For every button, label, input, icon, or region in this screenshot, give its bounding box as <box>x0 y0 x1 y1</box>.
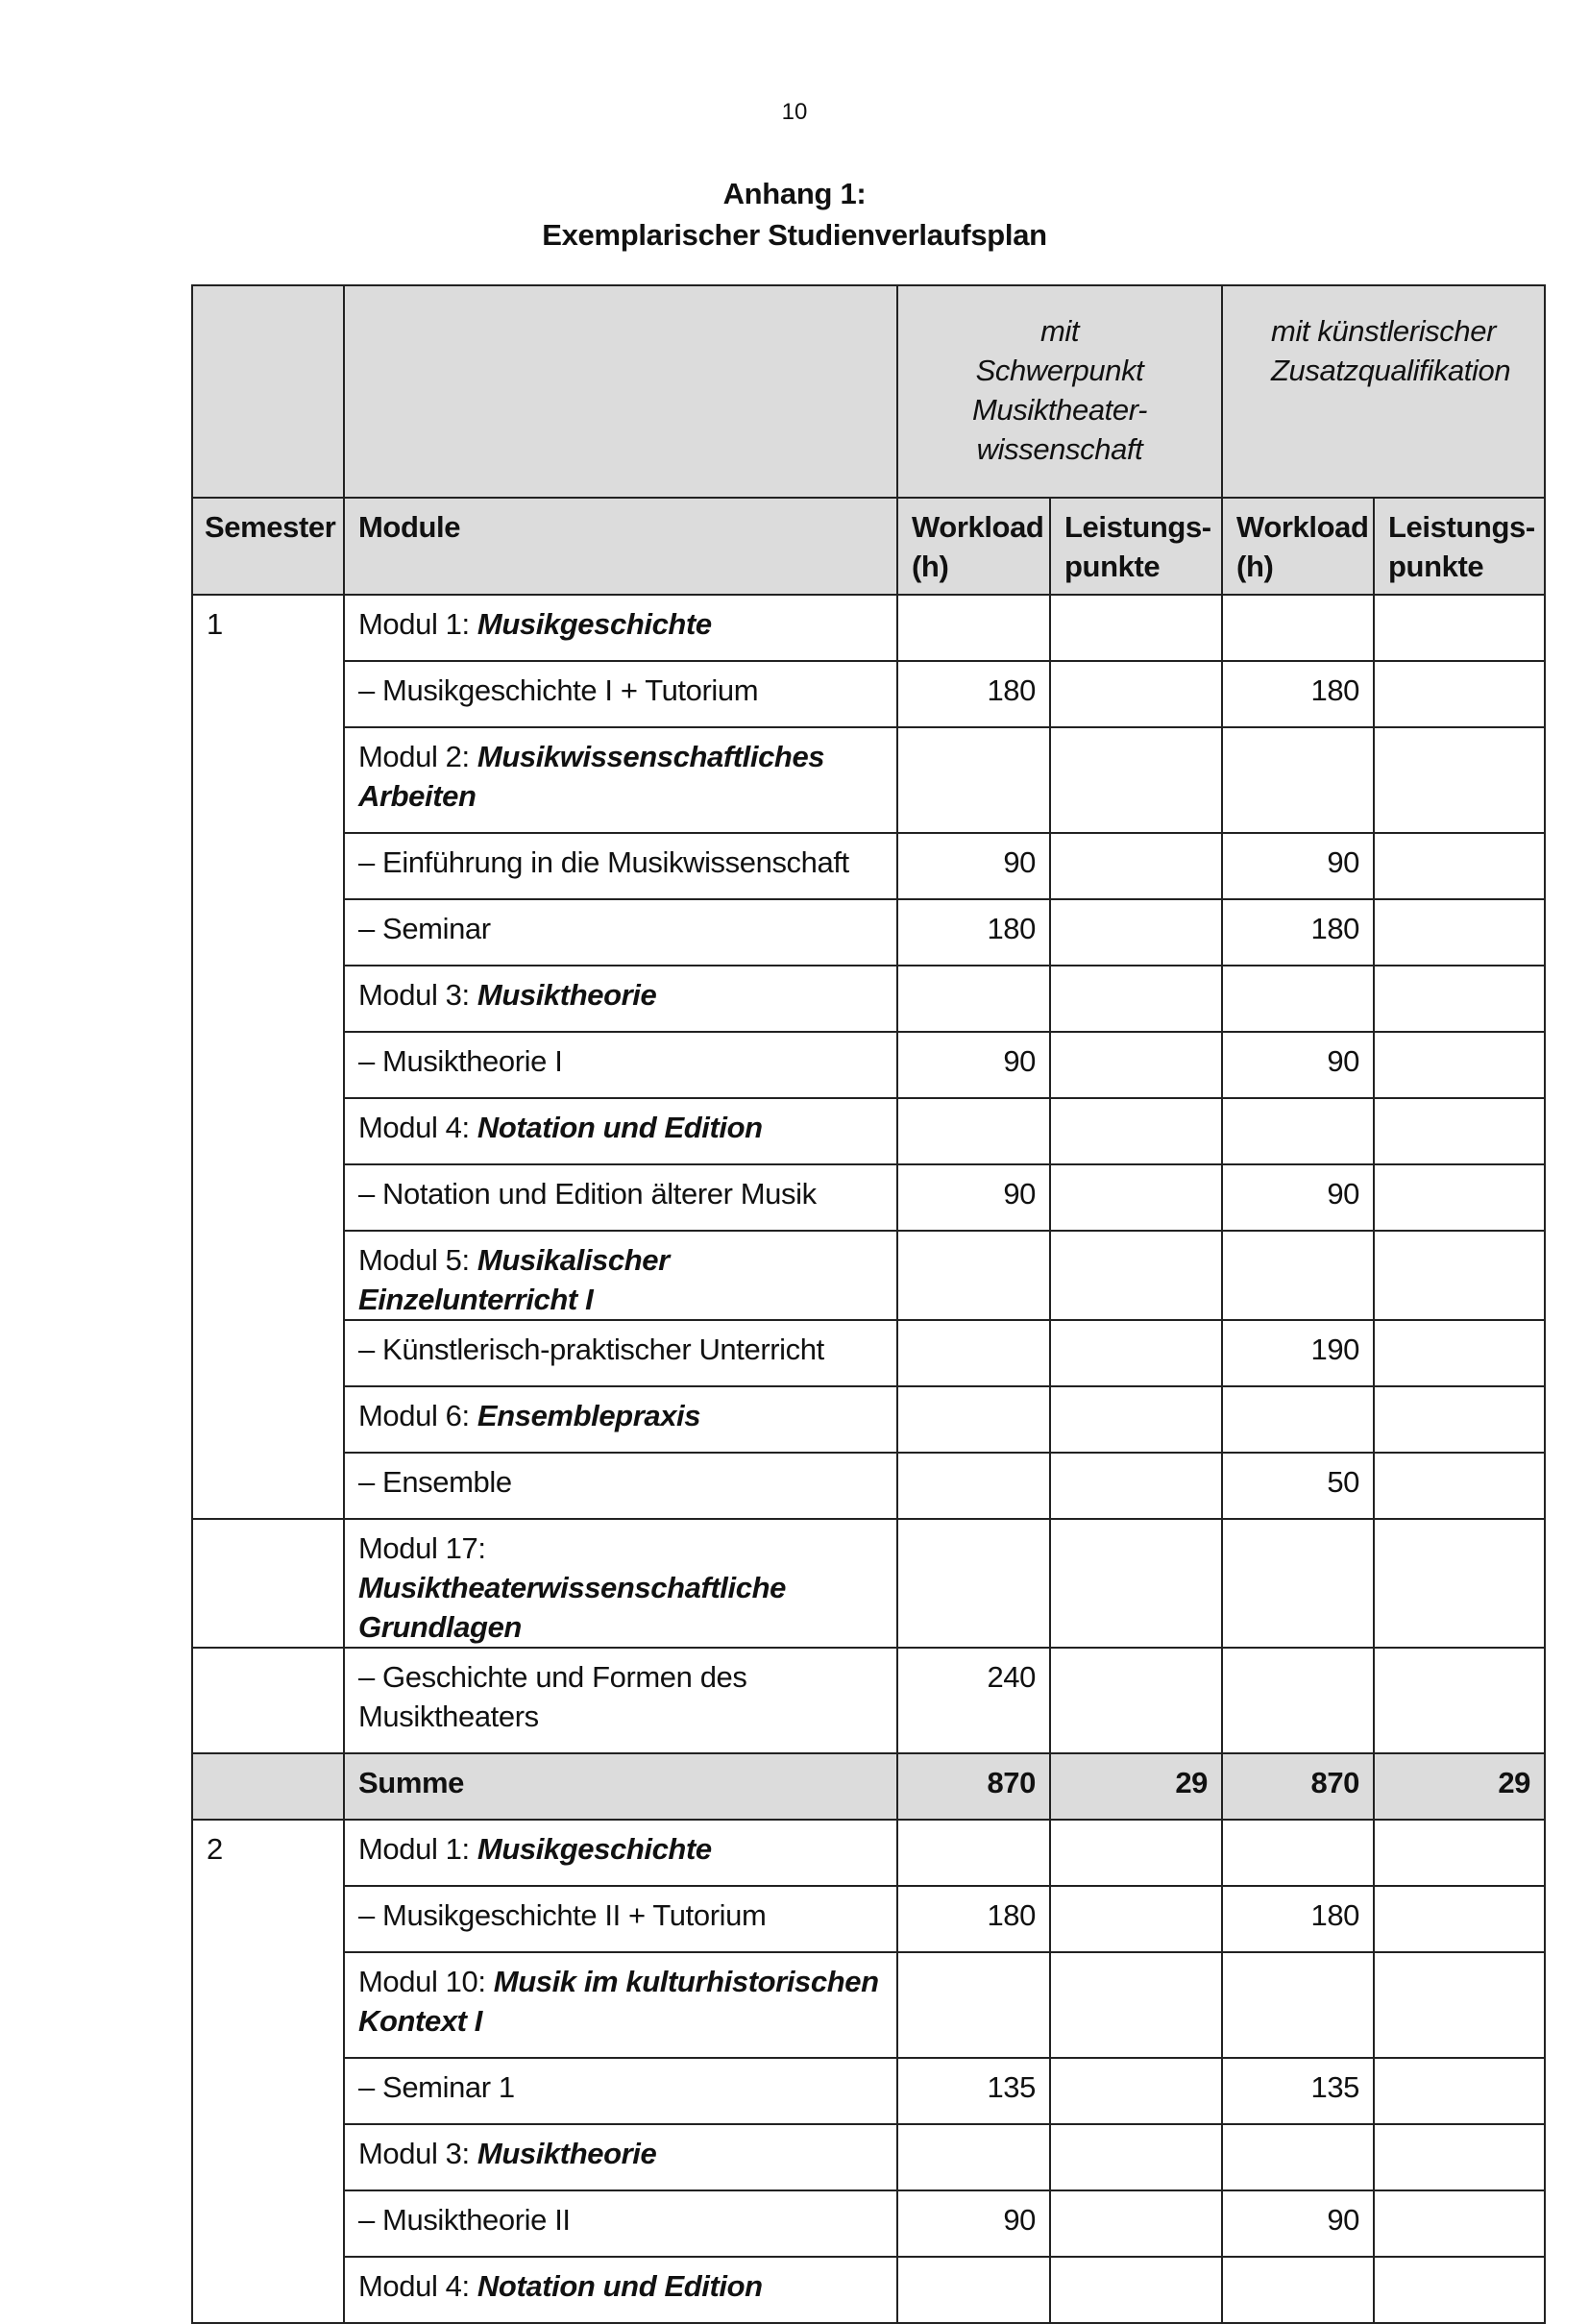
points-cell <box>1050 1032 1222 1098</box>
workload-cell: 90 <box>1222 1164 1374 1231</box>
points-cell <box>1050 595 1222 661</box>
points-cell <box>1374 1820 1545 1886</box>
workload-cell: 90 <box>897 833 1050 899</box>
semester-cell-empty <box>192 1519 344 1648</box>
points-cell <box>1374 1164 1545 1231</box>
points-cell <box>1374 1519 1545 1648</box>
points-cell <box>1050 2257 1222 2323</box>
track-kuenstlerisch-header: mit künstlerischer Zusatzqualifikation <box>1222 285 1545 498</box>
page-number: 10 <box>781 99 808 125</box>
module-prefix: – Seminar 1 <box>358 2070 515 2104</box>
table-row <box>192 1231 1545 1320</box>
header-tracks-row <box>192 285 1545 498</box>
title-line-2: Exemplarischer Studienverlaufsplan <box>542 218 1047 252</box>
workload-column-header: Workload (h) <box>897 498 1050 595</box>
module-cell <box>344 1164 897 1231</box>
module-prefix: Modul 1: <box>358 607 477 641</box>
points-cell <box>1374 1952 1545 2058</box>
header-empty-cell <box>192 285 344 498</box>
module-cell <box>344 1320 897 1386</box>
module-prefix: – Geschichte und Formen des Musiktheaters <box>358 1660 747 1733</box>
workload-cell <box>1222 595 1374 661</box>
workload-cell <box>897 595 1050 661</box>
points-cell <box>1050 2124 1222 2190</box>
study-plan-table <box>191 284 1546 2324</box>
workload-cell: 90 <box>1222 1032 1374 1098</box>
table-row <box>192 1453 1545 1519</box>
module-name: Musikwissenschaftliches Arbeiten <box>358 740 825 813</box>
table-row <box>192 2058 1545 2124</box>
workload-cell <box>1222 1098 1374 1164</box>
semester-cell-empty <box>192 1753 344 1820</box>
workload-cell: 90 <box>897 1032 1050 1098</box>
workload-cell: 135 <box>1222 2058 1374 2124</box>
module-name: Musikgeschichte <box>477 1832 712 1866</box>
points-cell <box>1374 1320 1545 1386</box>
workload-cell <box>1222 1231 1374 1320</box>
module-cell <box>344 2058 897 2124</box>
points-cell <box>1050 1453 1222 1519</box>
table-row <box>192 966 1545 1032</box>
module-prefix: Modul 4: <box>358 1111 477 1144</box>
points-cell <box>1050 1231 1222 1320</box>
points-cell <box>1050 966 1222 1032</box>
module-prefix: – Musiktheorie II <box>358 2203 571 2237</box>
module-prefix: – Musiktheorie I <box>358 1044 563 1078</box>
workload-cell <box>897 1386 1050 1453</box>
workload-cell: 180 <box>897 899 1050 966</box>
module-prefix: Modul 2: <box>358 740 477 773</box>
module-prefix: Modul 4: <box>358 2269 477 2303</box>
module-prefix: – Notation und Edition älterer Musik <box>358 1177 817 1211</box>
table-row <box>192 1164 1545 1231</box>
points-cell <box>1050 661 1222 727</box>
workload-cell <box>897 1231 1050 1320</box>
table-row <box>192 1320 1545 1386</box>
points-cell <box>1374 1231 1545 1320</box>
module-name: Ensemblepraxis <box>477 1399 701 1432</box>
workload-cell <box>1222 1952 1374 2058</box>
table-row <box>192 1519 1545 1648</box>
module-prefix: – Musikgeschichte II + Tutorium <box>358 1898 767 1932</box>
table-row <box>192 1820 1545 1886</box>
points-cell <box>1374 1098 1545 1164</box>
workload-cell: 90 <box>897 2190 1050 2257</box>
sum-points: 29 <box>1374 1753 1545 1820</box>
points-cell <box>1050 1164 1222 1231</box>
points-cell <box>1374 2058 1545 2124</box>
module-name: Musik im kulturhistorischen Kontext I <box>358 1965 879 2038</box>
module-cell <box>344 899 897 966</box>
workload-cell <box>1222 966 1374 1032</box>
module-cell <box>344 1952 897 2058</box>
table-row <box>192 661 1545 727</box>
module-name: Musikgeschichte <box>477 607 712 641</box>
module-column-header: Module <box>344 498 897 595</box>
table-row <box>192 727 1545 833</box>
table-row <box>192 899 1545 966</box>
table-row <box>192 1032 1545 1098</box>
document-title <box>0 173 1589 256</box>
points-cell <box>1050 1952 1222 2058</box>
points-cell <box>1374 661 1545 727</box>
module-cell <box>344 833 897 899</box>
module-cell <box>344 661 897 727</box>
sum-points: 29 <box>1050 1753 1222 1820</box>
points-cell <box>1374 2124 1545 2190</box>
table-row <box>192 833 1545 899</box>
semester-cell: 1 <box>192 595 344 1519</box>
sum-workload: 870 <box>1222 1753 1374 1820</box>
workload-cell: 50 <box>1222 1453 1374 1519</box>
workload-cell: 180 <box>1222 899 1374 966</box>
points-cell <box>1374 1386 1545 1453</box>
module-prefix: Modul 10: <box>358 1965 494 1998</box>
module-name: Musiktheorie <box>477 2137 657 2170</box>
points-cell <box>1374 1648 1545 1753</box>
workload-cell <box>1222 2124 1374 2190</box>
module-name: Musikalischer Einzelunterricht I <box>358 1243 670 1316</box>
points-column-header: Leistungs-punkte <box>1374 498 1545 595</box>
points-cell <box>1374 833 1545 899</box>
sum-row <box>192 1753 1545 1820</box>
points-cell <box>1374 727 1545 833</box>
points-cell <box>1050 1098 1222 1164</box>
workload-column-header: Workload (h) <box>1222 498 1374 595</box>
table-row <box>192 2124 1545 2190</box>
workload-cell: 240 <box>897 1648 1050 1753</box>
semester-cell-empty <box>192 1648 344 1753</box>
module-cell <box>344 727 897 833</box>
module-prefix: – Künstlerisch-praktischer Unterricht <box>358 1333 824 1366</box>
workload-cell <box>897 1098 1050 1164</box>
workload-cell <box>1222 727 1374 833</box>
module-prefix: Modul 5: <box>358 1243 477 1277</box>
workload-cell: 180 <box>897 1886 1050 1952</box>
workload-cell <box>897 727 1050 833</box>
workload-cell <box>1222 1648 1374 1753</box>
points-cell <box>1374 2257 1545 2323</box>
module-cell <box>344 1453 897 1519</box>
workload-cell <box>897 1820 1050 1886</box>
sum-workload: 870 <box>897 1753 1050 1820</box>
points-cell <box>1050 1519 1222 1648</box>
module-cell <box>344 1648 897 1753</box>
points-cell <box>1050 727 1222 833</box>
workload-cell <box>897 1519 1050 1648</box>
module-prefix: Modul 6: <box>358 1399 477 1432</box>
module-cell <box>344 2257 897 2323</box>
module-prefix: – Einführung in die Musikwissenschaft <box>358 845 849 879</box>
workload-cell <box>1222 1820 1374 1886</box>
module-prefix: – Seminar <box>358 912 491 945</box>
sum-label: Summe <box>344 1753 897 1820</box>
workload-cell <box>897 966 1050 1032</box>
workload-cell: 135 <box>897 2058 1050 2124</box>
module-prefix: Modul 17: <box>358 1531 486 1565</box>
module-prefix: – Musikgeschichte I + Tutorium <box>358 673 759 707</box>
table-row <box>192 1098 1545 1164</box>
points-cell <box>1374 1032 1545 1098</box>
module-prefix: Modul 3: <box>358 978 477 1012</box>
module-cell <box>344 1386 897 1453</box>
workload-cell: 180 <box>897 661 1050 727</box>
points-cell <box>1374 595 1545 661</box>
workload-cell <box>897 1453 1050 1519</box>
points-column-header: Leistungs-punkte <box>1050 498 1222 595</box>
module-prefix: – Ensemble <box>358 1465 512 1499</box>
module-prefix: Modul 3: <box>358 2137 477 2170</box>
table-row <box>192 1952 1545 2058</box>
workload-cell: 90 <box>1222 833 1374 899</box>
module-cell <box>344 1032 897 1098</box>
module-cell <box>344 1231 897 1320</box>
points-cell <box>1050 1820 1222 1886</box>
workload-cell <box>897 2124 1050 2190</box>
workload-cell <box>897 1952 1050 2058</box>
workload-cell <box>897 1320 1050 1386</box>
title-line-1: Anhang 1: <box>722 177 867 210</box>
workload-cell: 90 <box>897 1164 1050 1231</box>
module-cell <box>344 1820 897 1886</box>
points-cell <box>1050 1886 1222 1952</box>
module-cell <box>344 595 897 661</box>
workload-cell <box>1222 2257 1374 2323</box>
semester-cell: 2 <box>192 1820 344 2323</box>
workload-cell: 180 <box>1222 1886 1374 1952</box>
track-musiktheater-header: mit Schwerpunkt Musiktheater-wissenschaft <box>897 285 1222 498</box>
module-cell <box>344 1519 897 1648</box>
semester-column-header: Semester <box>192 498 344 595</box>
points-cell <box>1374 966 1545 1032</box>
points-cell <box>1374 1886 1545 1952</box>
workload-cell <box>1222 1519 1374 1648</box>
module-name: Musiktheaterwissenschaftliche Grundlagen <box>358 1571 786 1644</box>
points-cell <box>1050 833 1222 899</box>
table-row <box>192 1648 1545 1753</box>
module-prefix: Modul 1: <box>358 1832 477 1866</box>
module-cell <box>344 966 897 1032</box>
points-cell <box>1374 1453 1545 1519</box>
module-cell <box>344 1886 897 1952</box>
points-cell <box>1050 1648 1222 1753</box>
workload-cell: 90 <box>1222 2190 1374 2257</box>
table-row <box>192 595 1545 661</box>
workload-cell: 190 <box>1222 1320 1374 1386</box>
table-row <box>192 2257 1545 2323</box>
points-cell <box>1050 2058 1222 2124</box>
module-name: Notation und Edition <box>477 1111 763 1144</box>
points-cell <box>1050 1386 1222 1453</box>
module-name: Musiktheorie <box>477 978 657 1012</box>
module-cell <box>344 2124 897 2190</box>
workload-cell <box>897 2257 1050 2323</box>
header-empty-cell <box>344 285 897 498</box>
workload-cell <box>1222 1386 1374 1453</box>
module-name: Notation und Edition <box>477 2269 763 2303</box>
workload-cell: 180 <box>1222 661 1374 727</box>
points-cell <box>1374 899 1545 966</box>
table-row <box>192 1386 1545 1453</box>
points-cell <box>1050 1320 1222 1386</box>
module-cell <box>344 1098 897 1164</box>
header-columns-row <box>192 498 1545 595</box>
table-row <box>192 1886 1545 1952</box>
points-cell <box>1050 899 1222 966</box>
